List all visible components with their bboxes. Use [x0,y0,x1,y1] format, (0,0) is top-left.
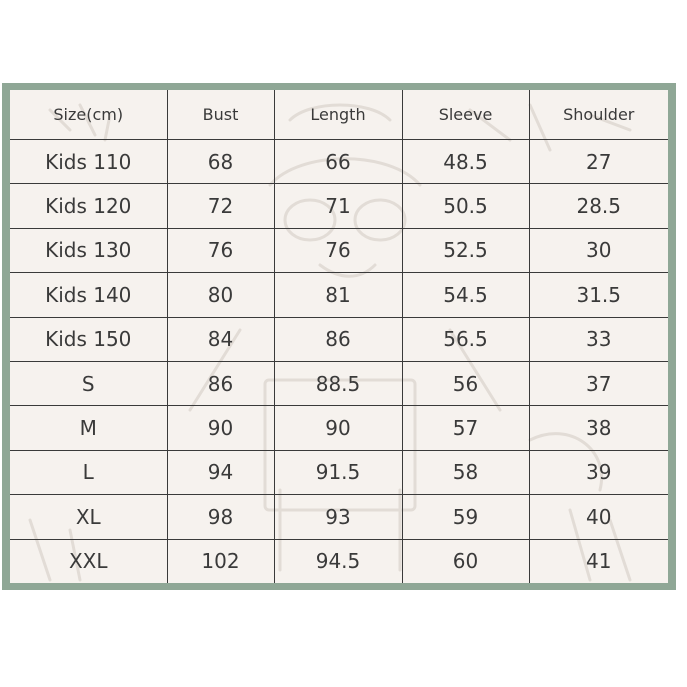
cell-length: 90 [274,406,402,450]
table-row [10,273,668,317]
header-sleeve: Sleeve [402,90,529,140]
table-row [10,406,668,450]
table-row [10,228,668,272]
table-row [10,361,668,405]
table-row [10,140,668,184]
cell-length: 66 [274,140,402,184]
cell-bust: 76 [167,228,274,272]
cell-sleeve: 50.5 [402,184,529,228]
cell-size: S [10,361,167,405]
cell-sleeve: 57 [402,406,529,450]
size-chart-frame [2,83,676,590]
cell-shoulder: 41 [529,539,668,583]
cell-length: 93 [274,495,402,539]
table-row [10,317,668,361]
cell-bust: 90 [167,406,274,450]
cell-shoulder: 27 [529,140,668,184]
table-row [10,495,668,539]
cell-bust: 68 [167,140,274,184]
cell-shoulder: 33 [529,317,668,361]
size-chart-table [10,90,668,583]
header-shoulder: Shoulder [529,90,668,140]
table-row [10,450,668,494]
cell-length: 81 [274,273,402,317]
cell-size: Kids 130 [10,228,167,272]
cell-shoulder: 30 [529,228,668,272]
cell-length: 71 [274,184,402,228]
cell-size: XL [10,495,167,539]
cell-bust: 86 [167,361,274,405]
cell-length: 94.5 [274,539,402,583]
size-chart-panel [10,90,668,583]
cell-length: 86 [274,317,402,361]
cell-sleeve: 48.5 [402,140,529,184]
cell-shoulder: 39 [529,450,668,494]
cell-size: L [10,450,167,494]
table-row [10,539,668,583]
cell-bust: 80 [167,273,274,317]
cell-length: 76 [274,228,402,272]
header-row [10,90,668,140]
cell-shoulder: 28.5 [529,184,668,228]
cell-sleeve: 52.5 [402,228,529,272]
cell-size: M [10,406,167,450]
header-bust: Bust [167,90,274,140]
table-row [10,184,668,228]
cell-size: Kids 110 [10,140,167,184]
cell-shoulder: 37 [529,361,668,405]
cell-bust: 94 [167,450,274,494]
cell-sleeve: 54.5 [402,273,529,317]
header-length: Length [274,90,402,140]
cell-shoulder: 38 [529,406,668,450]
cell-bust: 102 [167,539,274,583]
cell-size: Kids 140 [10,273,167,317]
cell-bust: 84 [167,317,274,361]
cell-length: 88.5 [274,361,402,405]
cell-sleeve: 60 [402,539,529,583]
cell-bust: 72 [167,184,274,228]
cell-shoulder: 31.5 [529,273,668,317]
cell-size: Kids 150 [10,317,167,361]
cell-size: XXL [10,539,167,583]
cell-size: Kids 120 [10,184,167,228]
cell-sleeve: 56.5 [402,317,529,361]
cell-bust: 98 [167,495,274,539]
cell-sleeve: 58 [402,450,529,494]
cell-sleeve: 59 [402,495,529,539]
cell-sleeve: 56 [402,361,529,405]
cell-shoulder: 40 [529,495,668,539]
cell-length: 91.5 [274,450,402,494]
header-size: Size(cm) [10,90,167,140]
